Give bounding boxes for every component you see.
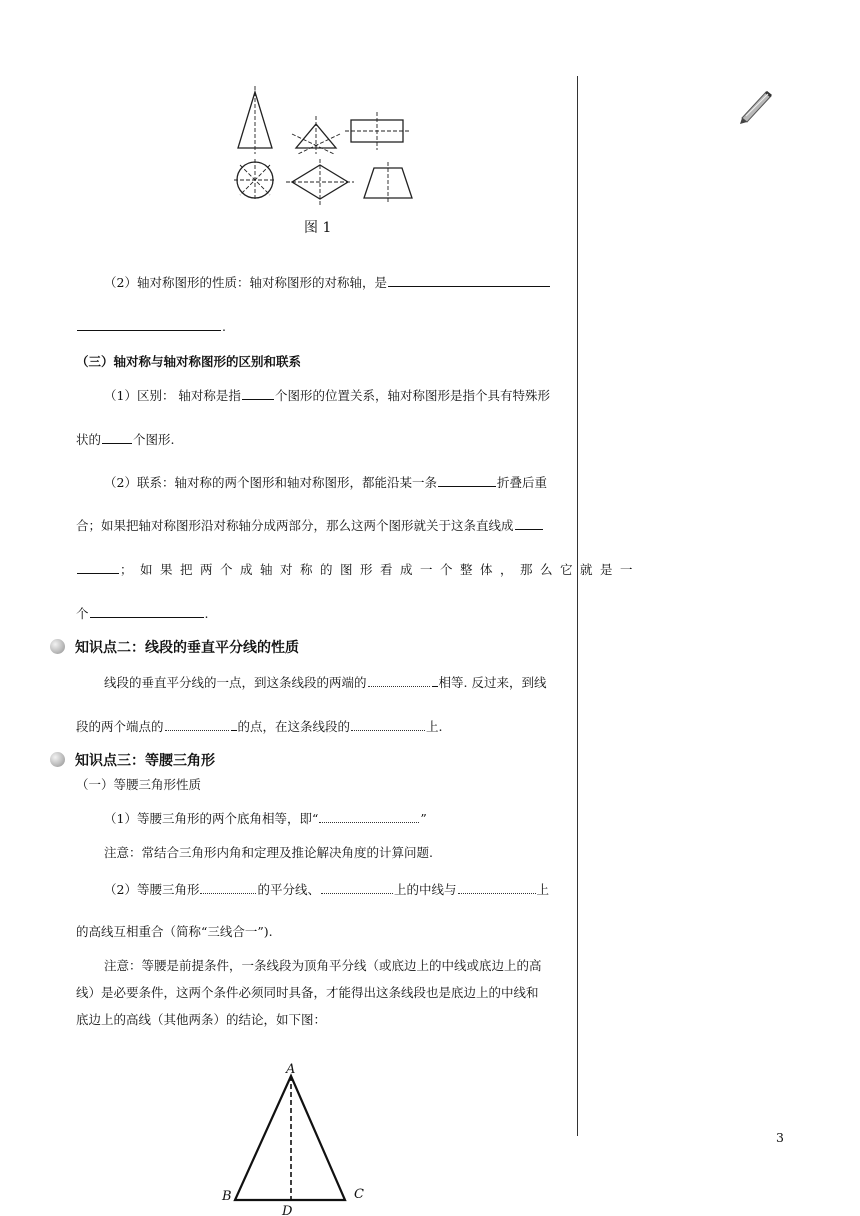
base-angles-line [104, 810, 427, 827]
note-two-line-2: 线）是必要条件，这两个条件必须同时具备，才能得出这条线段也是底边上的中线和 [76, 985, 539, 1000]
text: 上 [536, 882, 550, 897]
trapezoid-shape [364, 162, 412, 204]
answer-blank[interactable] [388, 274, 550, 287]
text: 段的两个端点的 [76, 719, 164, 734]
triangle-outline [235, 1076, 345, 1200]
difference-line-1 [104, 387, 550, 404]
text: （1）等腰三角形的两个底角相等，即“ [104, 811, 319, 826]
text: . [204, 606, 209, 621]
isosceles-triangle-shape [238, 86, 272, 154]
period: . [222, 319, 226, 334]
answer-blank[interactable] [368, 674, 430, 687]
relation-line-2 [76, 517, 544, 534]
answer-blank[interactable] [231, 718, 237, 731]
vertex-label-c: C [354, 1187, 364, 1202]
isosceles-property-subheading: （一）等腰三角形性质 [76, 777, 202, 792]
text: 的平分线、 [257, 882, 320, 897]
knowledge-point-two-heading: 知识点二：线段的垂直平分线的性质 [75, 640, 299, 656]
figure-1-caption: 图 1 [304, 220, 332, 236]
rhombus-shape [286, 159, 354, 205]
answer-blank[interactable] [351, 718, 425, 731]
relation-line-4 [76, 605, 209, 622]
page-number: 3 [776, 1130, 784, 1145]
text: 相等. 反过来，到线 [438, 675, 547, 690]
bisector-line-2 [76, 718, 443, 735]
text: （2）联系：轴对称的两个图形和轴对称图形，都能沿某一条 [104, 475, 437, 490]
difference-line-2 [76, 431, 175, 448]
text: 上. [426, 719, 443, 734]
text: 上的中线与 [393, 882, 457, 897]
three-lines-line-1 [104, 881, 549, 898]
text: 的点，在这条线段的 [237, 719, 351, 734]
answer-blank[interactable] [102, 431, 132, 444]
text: ；如果把两个成轴对称的图形看成一个整体，那么它就是一 [120, 562, 641, 577]
text: （2）等腰三角形 [104, 882, 200, 897]
text: （1）区别： 轴对称是指 [104, 388, 241, 403]
answer-blank[interactable] [90, 605, 204, 618]
note-two-line-3: 底边上的高线（其他两条）的结论，如下图： [76, 1012, 327, 1027]
answer-blank[interactable] [515, 517, 543, 530]
bisector-line-1 [104, 674, 546, 691]
figure-1-shapes [222, 86, 422, 216]
three-lines-line-2: 的高线互相重合（简称“三线合一”). [76, 924, 273, 939]
answer-blank[interactable] [458, 881, 536, 894]
answer-blank[interactable] [77, 561, 119, 574]
pen-icon [736, 86, 776, 126]
answer-blank[interactable] [319, 810, 419, 823]
knowledge-bullet-icon [50, 639, 65, 654]
section-three-heading: （三）轴对称与轴对称图形的区别和联系 [76, 354, 302, 369]
text: 个 [76, 606, 89, 621]
isosceles-triangle-figure [218, 1058, 378, 1216]
equilateral-triangle-shape [292, 116, 340, 154]
text: 折叠后重 [496, 475, 547, 490]
relation-line-3 [76, 561, 640, 578]
text: 线段的垂直平分线的一点，到这条线段的两端的 [104, 675, 367, 690]
answer-blank[interactable] [77, 318, 221, 331]
answer-blank[interactable] [242, 387, 274, 400]
answer-blank[interactable] [200, 881, 256, 894]
foot-label-d: D [282, 1204, 293, 1216]
vertex-label-a: A [286, 1062, 296, 1077]
circle-shape [234, 159, 276, 201]
answer-blank[interactable] [432, 674, 438, 687]
paragraph-axis-property-cont [76, 318, 226, 335]
knowledge-point-three-heading: 知识点三：等腰三角形 [75, 753, 215, 769]
text: 个图形的位置关系，轴对称图形是指个具有特殊形 [274, 388, 550, 403]
text: ” [420, 811, 427, 826]
answer-blank[interactable] [165, 718, 229, 731]
text: 合；如果把轴对称图形沿对称轴分成两部分，那么这两个图形就关于这条直线成 [76, 518, 514, 533]
note-one: 注意：常结合三角形内角和定理及推论解决角度的计算问题. [104, 845, 433, 860]
knowledge-bullet-icon [50, 752, 65, 767]
text: 个图形. [133, 432, 175, 447]
rectangle-shape [345, 112, 409, 150]
vertex-label-b: B [222, 1189, 232, 1204]
axis-property-text: （2）轴对称图形的性质：轴对称图形的对称轴，是 [104, 275, 387, 290]
column-divider [577, 76, 578, 1136]
relation-line-1 [104, 474, 547, 491]
text: 状的 [76, 432, 102, 447]
answer-blank[interactable] [438, 474, 496, 487]
answer-blank[interactable] [321, 881, 393, 894]
paragraph-axis-property [104, 274, 551, 291]
note-two-line-1: 注意：等腰是前提条件，一条线段为顶角平分线（或底边上的中线或底边上的高 [104, 958, 542, 973]
